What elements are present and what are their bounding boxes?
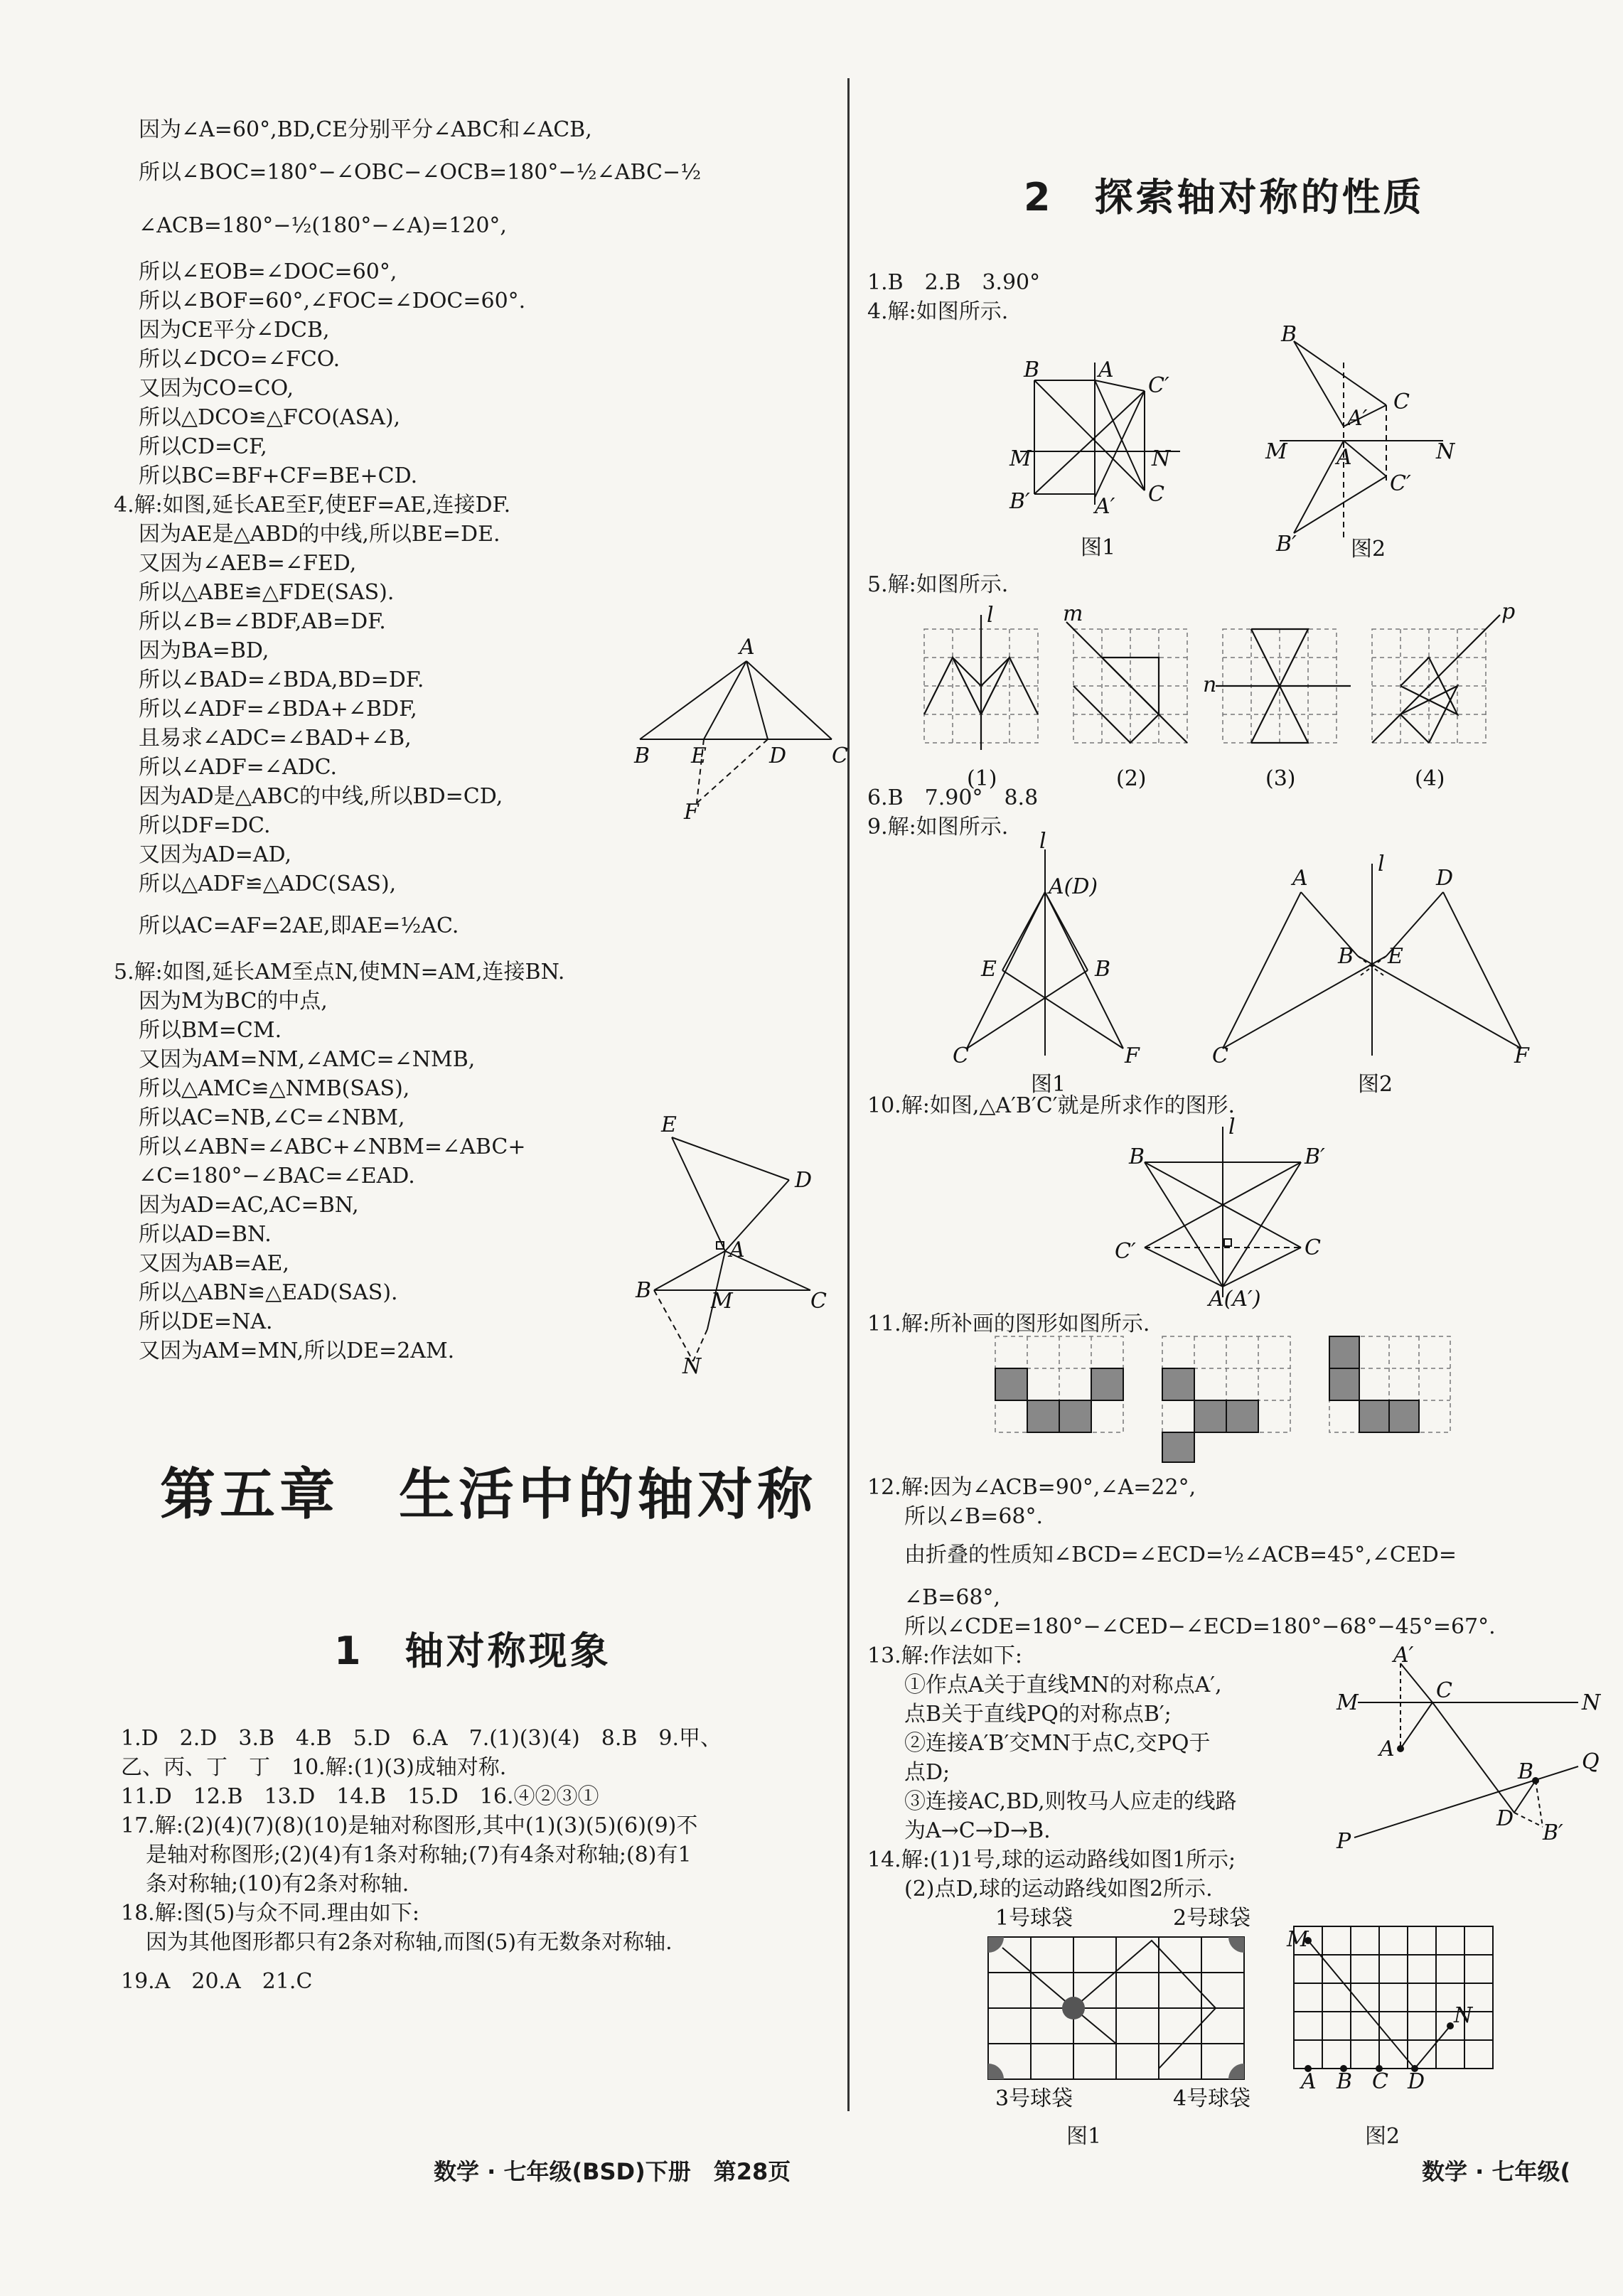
text-line: 所以∠BOF=60°,∠FOC=∠DOC=60°. <box>139 289 526 313</box>
chapter-title: 第五章 生活中的轴对称 <box>160 1463 818 1527</box>
text-line: 因为M为BC的中点, <box>139 989 328 1014</box>
text-line: 12.解:因为∠ACB=90°,∠A=22°, <box>867 1475 1196 1500</box>
svg-text:C: C <box>810 1289 827 1314</box>
svg-text:B: B <box>1338 944 1354 969</box>
svg-text:A: A <box>739 635 755 660</box>
text-line: 10.解:如图,△A′B′C′就是所求作的图形. <box>867 1093 1236 1118</box>
text-line: 因为AD是△ABC的中线,所以BD=CD, <box>139 784 503 809</box>
text-line: 所以CD=CF, <box>139 434 267 459</box>
svg-text:B: B <box>1129 1144 1145 1169</box>
figure-10 <box>1109 1115 1351 1311</box>
svg-text:C: C <box>1212 1044 1228 1068</box>
pocket-label: 4号球袋 <box>1173 2086 1251 2111</box>
text-line: 所以BM=CM. <box>139 1018 282 1043</box>
text-line: 所以DF=DC. <box>139 813 271 838</box>
svg-text:B: B <box>1281 322 1297 347</box>
svg-text:D: D <box>795 1168 813 1193</box>
svg-text:N: N <box>1436 439 1455 464</box>
text-line: 所以∠CDE=180°−∠CED−∠ECD=180°−68°−45°=67°. <box>904 1614 1496 1639</box>
text-line: 5.解:如图,延长AM至点N,使MN=AM,连接BN. <box>114 960 565 985</box>
svg-text:B: B <box>1337 2069 1353 2094</box>
svg-text:B: B <box>636 1278 652 1303</box>
svg-text:C: C <box>1393 390 1410 414</box>
svg-text:A: A <box>1301 2069 1317 2094</box>
text-line: 所以△ABE≌△FDE(SAS). <box>139 580 395 605</box>
svg-text:A′: A′ <box>1347 406 1368 431</box>
svg-text:C′: C′ <box>1390 471 1411 496</box>
svg-text:N: N <box>682 1354 702 1379</box>
svg-text:B′: B′ <box>1276 532 1297 557</box>
svg-text:C′: C′ <box>1148 373 1169 398</box>
text-line: 所以△ABN≌△EAD(SAS). <box>139 1280 398 1305</box>
text-line: 为A→C→D→B. <box>904 1818 1051 1843</box>
section-title: 1 轴对称现象 <box>334 1629 611 1673</box>
text-line: 所以∠EOB=∠DOC=60°, <box>139 259 397 284</box>
svg-text:B′: B′ <box>1305 1144 1325 1169</box>
svg-text:D: D <box>769 744 787 768</box>
figure-9-2 <box>1212 849 1529 1098</box>
svg-text:E: E <box>661 1112 677 1137</box>
figure-4-2 <box>1265 320 1464 562</box>
svg-text:B′: B′ <box>1009 489 1030 514</box>
svg-text:E: E <box>981 957 997 982</box>
figure-caption: 图1 <box>1031 1072 1066 1097</box>
text-line: 所以∠BAD=∠BDA,BD=DF. <box>139 667 424 692</box>
text-line: 1.B 2.B 3.90° <box>867 270 1041 295</box>
svg-text:Q: Q <box>1582 1749 1600 1774</box>
svg-text:N: N <box>1152 446 1171 471</box>
text-line: 1.D 2.D 3.B 4.B 5.D 6.A 7.(1)(3)(4) 8.B 9.甲、 <box>121 1726 722 1751</box>
text-line: 所以△ADF≌△ADC(SAS), <box>139 871 397 896</box>
svg-text:B: B <box>1518 1759 1534 1784</box>
svg-text:B: B <box>1024 358 1040 382</box>
pocket-label: 3号球袋 <box>995 2086 1073 2111</box>
text-line: 所以AC=NB,∠C=∠NBM, <box>139 1105 405 1130</box>
svg-text:m: m <box>1063 601 1083 626</box>
svg-text:A: A <box>1292 866 1308 891</box>
text-line: 乙、丙、丁 丁 10.解:(1)(3)成轴对称. <box>121 1755 507 1780</box>
svg-text:E: E <box>691 744 707 768</box>
pocket-label: 1号球袋 <box>995 1906 1073 1931</box>
column-divider <box>847 78 850 2111</box>
svg-text:A: A <box>1337 445 1352 470</box>
svg-text:F: F <box>1514 1044 1529 1068</box>
text-line: 18.解:图(5)与众不同.理由如下: <box>121 1901 419 1926</box>
svg-text:M: M <box>1265 439 1287 464</box>
svg-text:M: M <box>1009 446 1032 471</box>
figure-triangle-abn <box>636 1112 846 1379</box>
text-line: 所以AD=BN. <box>139 1222 272 1247</box>
svg-text:C: C <box>1436 1678 1452 1703</box>
svg-text:C: C <box>953 1044 969 1068</box>
text-line: 又因为∠AEB=∠FED, <box>139 551 357 576</box>
figure-caption: 图2 <box>1365 2124 1400 2149</box>
svg-text:D: D <box>1408 2069 1425 2094</box>
text-line: 又因为AM=MN,所以DE=2AM. <box>139 1339 455 1363</box>
svg-text:C: C <box>832 744 848 768</box>
svg-text:l: l <box>987 603 994 628</box>
svg-text:l: l <box>1378 852 1385 876</box>
svg-text:l: l <box>1228 1115 1236 1139</box>
figure-caption: 图1 <box>1081 535 1116 560</box>
svg-text:p: p <box>1501 599 1516 624</box>
svg-text:A: A <box>729 1238 745 1262</box>
svg-text:N: N <box>1582 1690 1601 1715</box>
svg-text:C′: C′ <box>1115 1239 1136 1264</box>
figure-4-1 <box>1009 327 1187 562</box>
figure-9-1 <box>953 829 1140 1098</box>
text-line: ∠C=180°−∠BAC=∠EAD. <box>139 1164 415 1189</box>
svg-text:M: M <box>1337 1690 1359 1715</box>
figure-caption: 图1 <box>1066 2124 1102 2149</box>
text-line: 且易求∠ADC=∠BAD+∠B, <box>139 726 412 751</box>
figure-caption: (4) <box>1415 766 1445 791</box>
text-line: 又因为AM=NM,∠AMC=∠NMB, <box>139 1047 476 1072</box>
figure-caption: (1) <box>967 766 997 791</box>
section-title: 2 探索轴对称的性质 <box>1024 175 1425 220</box>
svg-text:P: P <box>1337 1829 1351 1854</box>
text-line: 所以∠BOC=180°−∠OBC−∠OCB=180°−½∠ABC−½ <box>139 160 702 185</box>
text-line: ①作点A关于直线MN的对称点A′, <box>904 1673 1222 1697</box>
text-line: 所以∠B=68°. <box>904 1504 1044 1529</box>
text-line: 所以∠ADF=∠BDA+∠BDF, <box>139 697 417 721</box>
svg-text:M: M <box>711 1289 733 1314</box>
text-line: 因为BA=BD, <box>139 638 269 663</box>
svg-text:A′: A′ <box>1393 1643 1414 1668</box>
text-line: 5.解:如图所示. <box>867 572 1009 597</box>
figure-caption: 图2 <box>1351 537 1386 562</box>
figure-5-grids <box>924 599 1607 793</box>
svg-text:l: l <box>1039 829 1046 854</box>
svg-text:C: C <box>1148 482 1164 507</box>
figure-triangle-abd <box>634 633 848 825</box>
svg-text:N: N <box>1454 2003 1473 2028</box>
text-line: ∠ACB=180°−½(180°−∠A)=120°, <box>139 213 507 238</box>
text-line: 因为AE是△ABD的中线,所以BE=DE. <box>139 522 500 547</box>
text-line: 点B关于直线PQ的对称点B′; <box>904 1702 1172 1727</box>
svg-text:A: A <box>1098 358 1114 382</box>
text-line: 11.解:所补画的图形如图所示. <box>867 1311 1150 1336</box>
text-line: ②连接A′B′交MN于点C,交PQ于 <box>904 1731 1211 1756</box>
figure-caption: (3) <box>1265 766 1296 791</box>
svg-text:D: D <box>1436 866 1454 891</box>
text-line: 是轴对称图形;(2)(4)有1条对称轴;(7)有4条对称轴;(8)有1 <box>146 1842 692 1867</box>
page-footer-right: 数学 · 七年级( <box>1422 2158 1571 2185</box>
text-line: 由折叠的性质知∠BCD=∠ECD=½∠ACB=45°,∠CED= <box>904 1543 1457 1567</box>
svg-text:A′: A′ <box>1095 494 1115 519</box>
svg-text:B: B <box>634 744 650 768</box>
svg-text:B: B <box>1095 957 1111 982</box>
svg-text:n: n <box>1203 672 1217 697</box>
text-line: 17.解:(2)(4)(7)(8)(10)是轴对称图形,其中(1)(3)(5)(6)(9)不 <box>121 1813 698 1838</box>
text-line: 所以∠DCO=∠FCO. <box>139 347 341 372</box>
text-line: 19.A 20.A 21.C <box>121 1969 313 1994</box>
text-line: 11.D 12.B 13.D 14.B 15.D 16.④②③① <box>121 1784 599 1809</box>
pocket-label: 2号球袋 <box>1173 1906 1251 1931</box>
text-line: 4.解:如图所示. <box>867 299 1009 324</box>
text-line: ∠B=68°, <box>904 1585 1001 1610</box>
text-line: 所以△DCO≌△FCO(ASA), <box>139 405 401 430</box>
svg-text:E: E <box>1388 944 1403 969</box>
figure-caption: 图2 <box>1358 1072 1393 1097</box>
page-footer: 数学 · 七年级(BSD)下册 第28页 <box>434 2158 791 2185</box>
text-line: 所以DE=NA. <box>139 1309 273 1334</box>
text-line: 因为CE平分∠DCB, <box>139 318 330 343</box>
svg-text:F: F <box>1125 1044 1140 1068</box>
figure-caption: (2) <box>1116 766 1147 791</box>
text-line: 因为其他图形都只有2条对称轴,而图(5)有无数条对称轴. <box>146 1930 673 1955</box>
text-line: 因为AD=AC,AC=BN, <box>139 1193 359 1218</box>
text-line: 又因为CO=CO, <box>139 376 294 401</box>
figure-13 <box>1337 1643 1607 1862</box>
svg-text:C: C <box>1305 1235 1321 1260</box>
svg-text:A(A′): A(A′) <box>1209 1287 1261 1311</box>
figure-14-2 <box>1280 1919 1507 2094</box>
text-line: ③连接AC,BD,则牧马人应走的线路 <box>904 1789 1237 1814</box>
text-line: 9.解:如图所示. <box>867 815 1009 839</box>
svg-text:F: F <box>684 800 699 825</box>
text-line: 所以AC=AF=2AE,即AE=½AC. <box>139 913 459 938</box>
text-line: 因为∠A=60°,BD,CE分别平分∠ABC和∠ACB, <box>139 117 592 142</box>
svg-text:C: C <box>1372 2069 1388 2094</box>
text-line: 又因为AD=AD, <box>139 842 292 867</box>
svg-text:A: A <box>1379 1737 1395 1761</box>
svg-text:A(D): A(D) <box>1049 874 1098 899</box>
text-line: 点D; <box>904 1760 950 1785</box>
text-line: 所以△AMC≌△NMB(SAS), <box>139 1076 410 1101</box>
text-line: 所以∠B=∠BDF,AB=DF. <box>139 609 386 634</box>
svg-text:D: D <box>1496 1806 1514 1831</box>
figure-14-1 <box>960 1905 1265 2111</box>
figure-11 <box>995 1336 1450 1464</box>
text-line: 条对称轴;(10)有2条对称轴. <box>146 1872 409 1897</box>
text-line: 14.解:(1)1号,球的运动路线如图1所示; <box>867 1847 1236 1872</box>
text-line: 所以∠ADF=∠ADC. <box>139 755 338 780</box>
text-line: 所以∠ABN=∠ABC+∠NBM=∠ABC+ <box>139 1134 526 1159</box>
text-line: 所以BC=BF+CF=BE+CD. <box>139 463 418 488</box>
text-line: 13.解:作法如下: <box>867 1643 1022 1668</box>
text-line: (2)点D,球的运动路线如图2所示. <box>904 1877 1213 1901</box>
svg-text:B′: B′ <box>1543 1820 1563 1845</box>
text-line: 又因为AB=AE, <box>139 1251 289 1276</box>
svg-text:M: M <box>1287 1927 1309 1952</box>
text-line: 6.B 7.90° 8.8 <box>867 785 1039 810</box>
text-line: 4.解:如图,延长AE至F,使EF=AE,连接DF. <box>114 493 511 517</box>
